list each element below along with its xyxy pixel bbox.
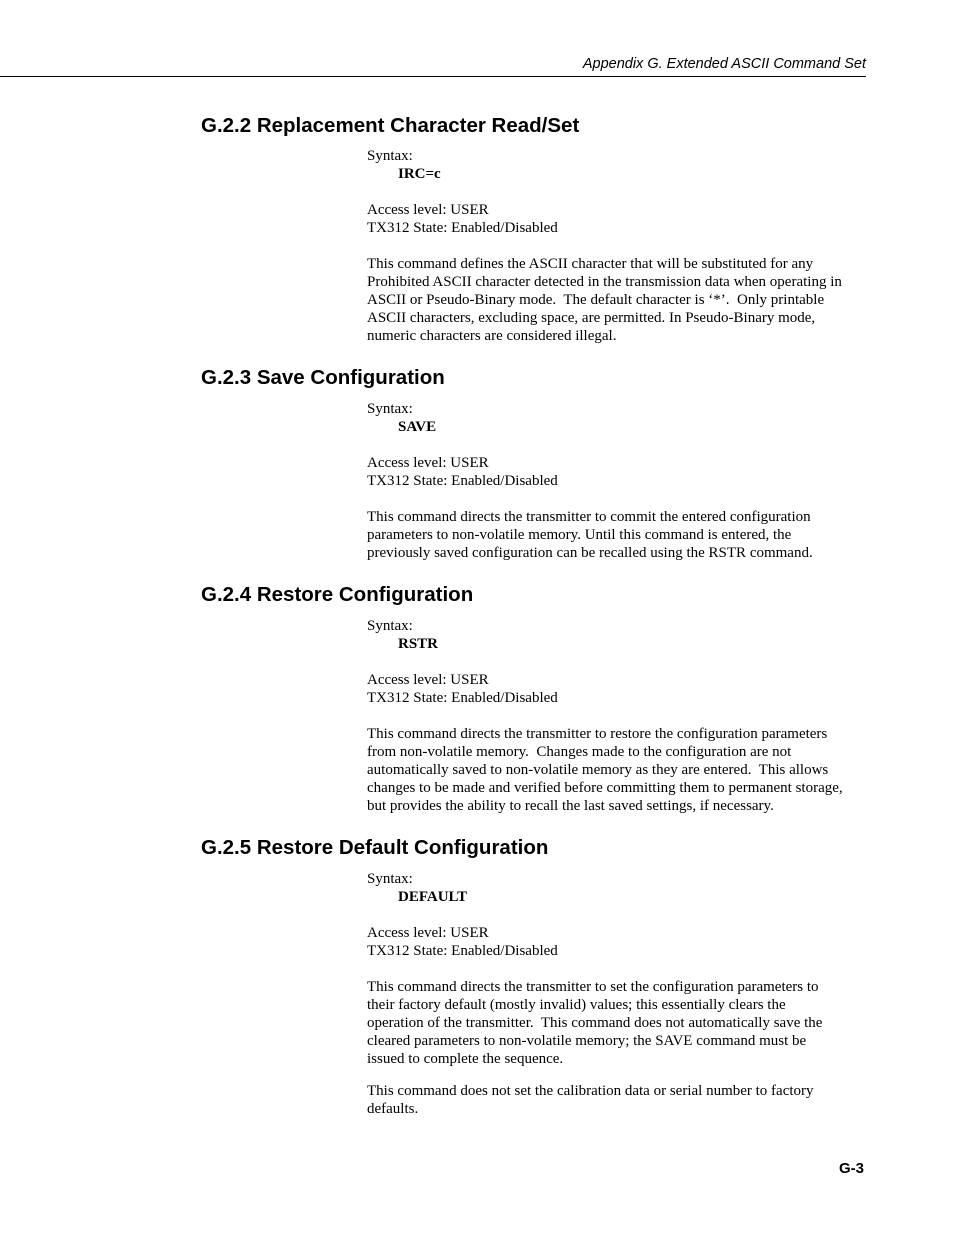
tx312-state: TX312 State: Enabled/Disabled — [367, 690, 558, 706]
section-body — [367, 870, 867, 1118]
command-syntax: RSTR — [398, 636, 439, 652]
running-title: Appendix G. Extended ASCII Command Set — [582, 56, 866, 72]
access-level: Access level: USER — [367, 202, 489, 218]
text-line: changes to be made and verified before committing them to permanent storage, — [367, 780, 843, 796]
text-line: issued to complete the sequence. — [367, 1051, 564, 1067]
text-line: This command directs the transmitter to set the configuration parameters to — [367, 979, 819, 995]
text-line: This command directs the transmitter to restore the configuration parameters — [367, 726, 828, 742]
section-body — [367, 617, 867, 815]
syntax-label: Syntax: — [367, 618, 413, 634]
command-syntax: DEFAULT — [398, 889, 468, 905]
section-heading: G.2.2 Replacement Character Read/Set — [201, 114, 580, 137]
description-paragraph — [367, 508, 867, 562]
text-line: ASCII characters, excluding space, are permitted. In Pseudo-Binary mode, — [367, 310, 816, 326]
page-number: G-3 — [838, 1160, 864, 1177]
text-line: operation of the transmitter. This command does not automatically save the — [367, 1015, 823, 1031]
description-paragraph — [367, 725, 867, 815]
section-heading: G.2.5 Restore Default Configuration — [201, 836, 549, 859]
section-heading: G.2.4 Restore Configuration — [201, 583, 474, 606]
access-level: Access level: USER — [367, 455, 489, 471]
tx312-state: TX312 State: Enabled/Disabled — [367, 473, 558, 489]
text-line: cleared parameters to non-volatile memory; the SAVE command must be — [367, 1033, 807, 1049]
description-paragraph — [367, 1082, 867, 1118]
access-level: Access level: USER — [367, 925, 489, 941]
text-line: from non-volatile memory. Changes made to the configuration are not — [367, 744, 792, 760]
description-paragraph — [367, 978, 867, 1068]
text-line: This command directs the transmitter to commit the entered configuration — [367, 509, 811, 525]
text-line: Prohibited ASCII character detected in the transmission data when operating in — [367, 274, 842, 290]
syntax-label: Syntax: — [367, 148, 413, 164]
text-line: This command defines the ASCII character that will be substituted for any — [367, 256, 814, 272]
text-line: automatically saved to non-volatile memory as they are entered. This allows — [367, 762, 829, 778]
text-line: ASCII or Pseudo-Binary mode. The default character is ‘*’. Only printable — [367, 292, 825, 308]
text-line: their factory default (mostly invalid) values; this essentially clears the — [367, 997, 786, 1013]
command-syntax: SAVE — [398, 419, 437, 435]
syntax-label: Syntax: — [367, 871, 413, 887]
text-line: parameters to non-volatile memory. Until this command is entered, the — [367, 527, 792, 543]
running-header — [0, 56, 866, 77]
text-line: This command does not set the calibration data or serial number to factory — [367, 1083, 814, 1099]
text-line: but provides the ability to recall the last saved settings, if necessary. — [367, 798, 774, 814]
section-heading: G.2.3 Save Configuration — [201, 366, 445, 389]
tx312-state: TX312 State: Enabled/Disabled — [367, 220, 558, 236]
description-paragraph — [367, 255, 867, 345]
section-body — [367, 400, 867, 562]
text-line: defaults. — [367, 1101, 419, 1117]
text-line: numeric characters are considered illegal. — [367, 328, 617, 344]
section-body — [367, 147, 867, 345]
syntax-label: Syntax: — [367, 401, 413, 417]
access-level: Access level: USER — [367, 672, 489, 688]
tx312-state: TX312 State: Enabled/Disabled — [367, 943, 558, 959]
text-line: previously saved configuration can be recalled using the RSTR command. — [367, 545, 813, 561]
command-syntax: IRC=c — [398, 166, 441, 182]
